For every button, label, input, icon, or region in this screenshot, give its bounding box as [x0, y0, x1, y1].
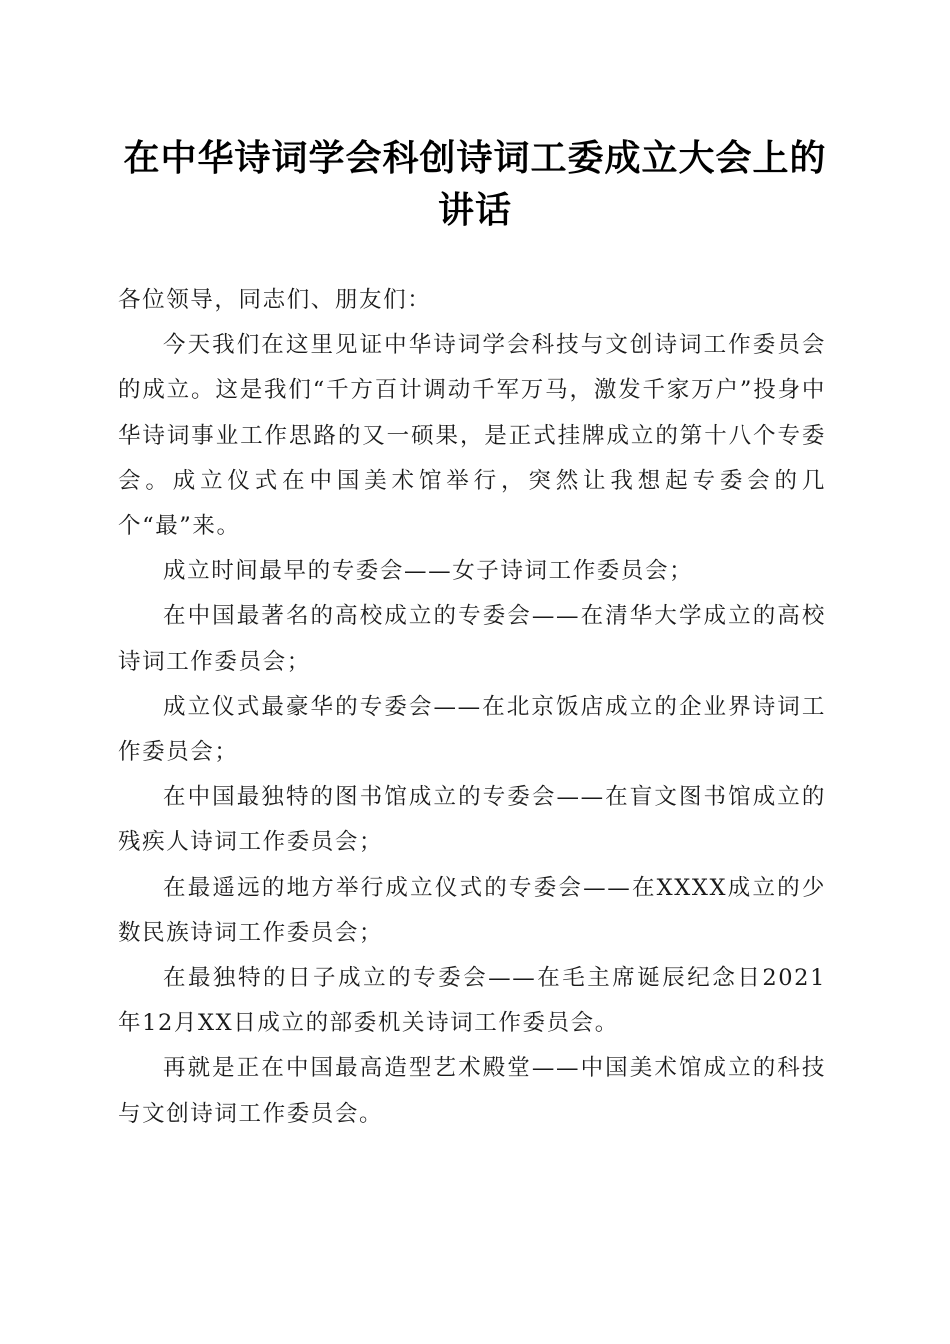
paragraph: 在最独特的日子成立的专委会——在毛主席诞辰纪念日2021年12月XX日成立的部委机关诗词工作委员会。 [118, 965, 826, 1037]
paragraph: 再就是正在中国最高造型艺术殿堂——中国美术馆成立的科技与文创诗词工作委员会。 [118, 1055, 826, 1127]
paragraph: 今天我们在这里见证中华诗词学会科技与文创诗词工作委员会的成立。这是我们“千方百计调动千军万马，激发千家万户”投身中华诗词事业工作思路的又一硕果，是正式挂牌成立的第十八个专委会。成立仪式在中国美术馆举行，突然让我想起专委会的几个“最”来。 [118, 332, 826, 540]
paragraph: 在中国最独特的图书馆成立的专委会——在盲文图书馆成立的残疾人诗词工作委员会； [118, 784, 826, 856]
paragraph: 在最遥远的地方举行成立仪式的专委会——在XXXX成立的少数民族诗词工作委员会； [118, 874, 826, 946]
paragraph: 成立时间最早的专委会——女子诗词工作委员会； [163, 558, 694, 585]
salutation: 各位领导，同志们、朋友们： [118, 287, 432, 313]
document-body [118, 278, 826, 1137]
paragraph: 成立仪式最豪华的专委会——在北京饭店成立的企业界诗词工作委员会； [118, 693, 826, 766]
paragraph: 在中国最著名的高校成立的专委会——在清华大学成立的高校诗词工作委员会； [118, 603, 826, 675]
document-title: 在中华诗词学会科创诗词工委成立大会上的讲话 [123, 137, 827, 231]
